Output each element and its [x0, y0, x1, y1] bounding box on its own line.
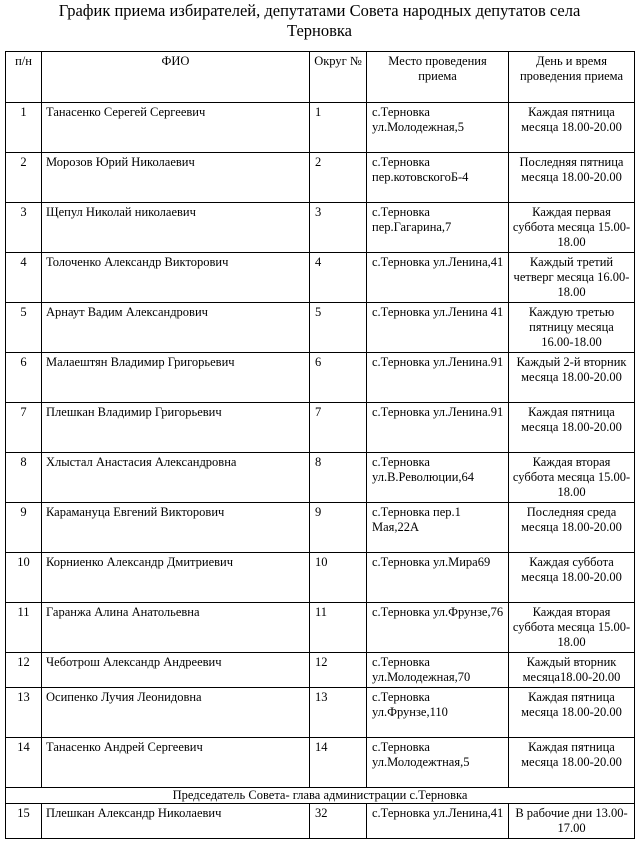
row-number: 3: [6, 203, 42, 253]
row-number: 10: [6, 553, 42, 603]
deputy-name: Карамануца Евгений Викторович: [42, 503, 310, 553]
district-number: 6: [310, 353, 367, 403]
reception-time: Каждая вторая суббота месяца 15.00-18.00: [509, 603, 635, 653]
chair-separator-label: Председатель Совета- глава администрации с.Терновка: [6, 788, 635, 804]
table-row: [6, 688, 635, 738]
deputy-name: Корниенко Александр Дмитриевич: [42, 553, 310, 603]
reception-time: Каждый вторник месяца18.00-20.00: [509, 653, 635, 688]
table-row: [6, 353, 635, 403]
deputy-name: Толоченко Александр Викторович: [42, 253, 310, 303]
row-number: 12: [6, 653, 42, 688]
reception-place: с.Терновка ул.Мира69: [367, 553, 509, 603]
table-row: [6, 453, 635, 503]
district-number: 4: [310, 253, 367, 303]
row-number: 2: [6, 153, 42, 203]
deputy-name: Гаранжа Алина Анатольевна: [42, 603, 310, 653]
title-line-1: График приема избирателей, депутатами Совета народных депутатов села: [58, 1, 581, 20]
reception-place: с.Терновка пер.1 Мая,22А: [367, 503, 509, 553]
table-row: [6, 403, 635, 453]
deputy-name: Танасенко Серегей Сергеевич: [42, 103, 310, 153]
district-number: 7: [310, 403, 367, 453]
reception-schedule-table: [5, 51, 635, 839]
district-number: 12: [310, 653, 367, 688]
reception-place: с.Терновка ул.Молодежная,70: [367, 653, 509, 688]
reception-time: Каждая пятница месяца 18.00-20.00: [509, 403, 635, 453]
chair-separator-row: [6, 788, 635, 804]
reception-place: с.Терновка ул.Молодежная,5: [367, 103, 509, 153]
reception-place: с.Терновка ул.В.Революции,64: [367, 453, 509, 503]
district-number: 11: [310, 603, 367, 653]
table-row: [6, 253, 635, 303]
row-number: 8: [6, 453, 42, 503]
reception-place: с.Терновка пер.котовскогоБ-4: [367, 153, 509, 203]
row-number: 15: [6, 803, 42, 838]
row-number: 14: [6, 738, 42, 788]
deputy-name: Плешкан Владимир Григорьевич: [42, 403, 310, 453]
deputy-name: Малаештян Владимир Григорьевич: [42, 353, 310, 403]
district-number: 14: [310, 738, 367, 788]
table-body: [6, 103, 635, 839]
reception-place: с.Терновка ул.Ленина 41: [367, 303, 509, 353]
reception-place: с.Терновка ул.Ленина,41: [367, 803, 509, 838]
row-number: 6: [6, 353, 42, 403]
reception-place: с.Терновка ул.Молодежтная,5: [367, 738, 509, 788]
reception-place: с.Терновка ул.Фрунзе,110: [367, 688, 509, 738]
district-number: 13: [310, 688, 367, 738]
header-okrug: Округ №: [310, 52, 367, 103]
reception-place: с.Терновка ул.Фрунзе,76: [367, 603, 509, 653]
table-row: [6, 553, 635, 603]
deputy-name: Морозов Юрий Николаевич: [42, 153, 310, 203]
reception-time: Каждая пятница месяца 18.00-20.00: [509, 738, 635, 788]
row-number: 9: [6, 503, 42, 553]
table-row: [6, 603, 635, 653]
reception-time: Каждый третий четверг месяца 16.00-18.00: [509, 253, 635, 303]
row-number: 11: [6, 603, 42, 653]
district-number: 1: [310, 103, 367, 153]
header-fio: ФИО: [42, 52, 310, 103]
reception-time: Каждую третью пятницу месяца 16.00-18.00: [509, 303, 635, 353]
district-number: 10: [310, 553, 367, 603]
reception-place: с.Терновка ул.Ленина.91: [367, 403, 509, 453]
deputy-name: Плешкан Александр Николаевич: [42, 803, 310, 838]
district-number: 32: [310, 803, 367, 838]
district-number: 9: [310, 503, 367, 553]
district-number: 5: [310, 303, 367, 353]
row-number: 13: [6, 688, 42, 738]
table-row: [6, 153, 635, 203]
row-number: 1: [6, 103, 42, 153]
reception-place: с.Терновка ул.Ленина.91: [367, 353, 509, 403]
reception-time: Каждая пятница месяца 18.00-20.00: [509, 103, 635, 153]
title-line-2: Терновка: [287, 21, 352, 40]
page-title: [0, 0, 639, 41]
deputy-name: Арнаут Вадим Александрович: [42, 303, 310, 353]
deputy-name: Танасенко Андрей Сергеевич: [42, 738, 310, 788]
table-row: [6, 303, 635, 353]
deputy-name: Чеботрош Александр Андреевич: [42, 653, 310, 688]
deputy-name: Щепул Николай николаевич: [42, 203, 310, 253]
reception-time: Последняя пятница месяца 18.00-20.00: [509, 153, 635, 203]
reception-place: с.Терновка пер.Гагарина,7: [367, 203, 509, 253]
deputy-name: Хлыстал Анастасия Александровна: [42, 453, 310, 503]
table-row: [6, 653, 635, 688]
reception-time: Последняя среда месяца 18.00-20.00: [509, 503, 635, 553]
row-number: 4: [6, 253, 42, 303]
reception-time: В рабочие дни 13.00-17.00: [509, 803, 635, 838]
reception-time: Каждая суббота месяца 18.00-20.00: [509, 553, 635, 603]
district-number: 8: [310, 453, 367, 503]
table-row: [6, 803, 635, 838]
district-number: 2: [310, 153, 367, 203]
reception-place: с.Терновка ул.Ленина,41: [367, 253, 509, 303]
deputy-name: Осипенко Лучия Леонидовна: [42, 688, 310, 738]
header-num: п/н: [6, 52, 42, 103]
header-place: Место проведения приема: [367, 52, 509, 103]
reception-time: Каждый 2-й вторник месяца 18.00-20.00: [509, 353, 635, 403]
table-row: [6, 738, 635, 788]
table-header-row: [6, 52, 635, 103]
table-row: [6, 503, 635, 553]
row-number: 5: [6, 303, 42, 353]
reception-time: Каждая вторая суббота месяца 15.00-18.00: [509, 453, 635, 503]
reception-time: Каждая пятница месяца 18.00-20.00: [509, 688, 635, 738]
table-row: [6, 203, 635, 253]
district-number: 3: [310, 203, 367, 253]
reception-time: Каждая первая суббота месяца 15.00-18.00: [509, 203, 635, 253]
row-number: 7: [6, 403, 42, 453]
table-row: [6, 103, 635, 153]
header-time: День и время проведения приема: [509, 52, 635, 103]
